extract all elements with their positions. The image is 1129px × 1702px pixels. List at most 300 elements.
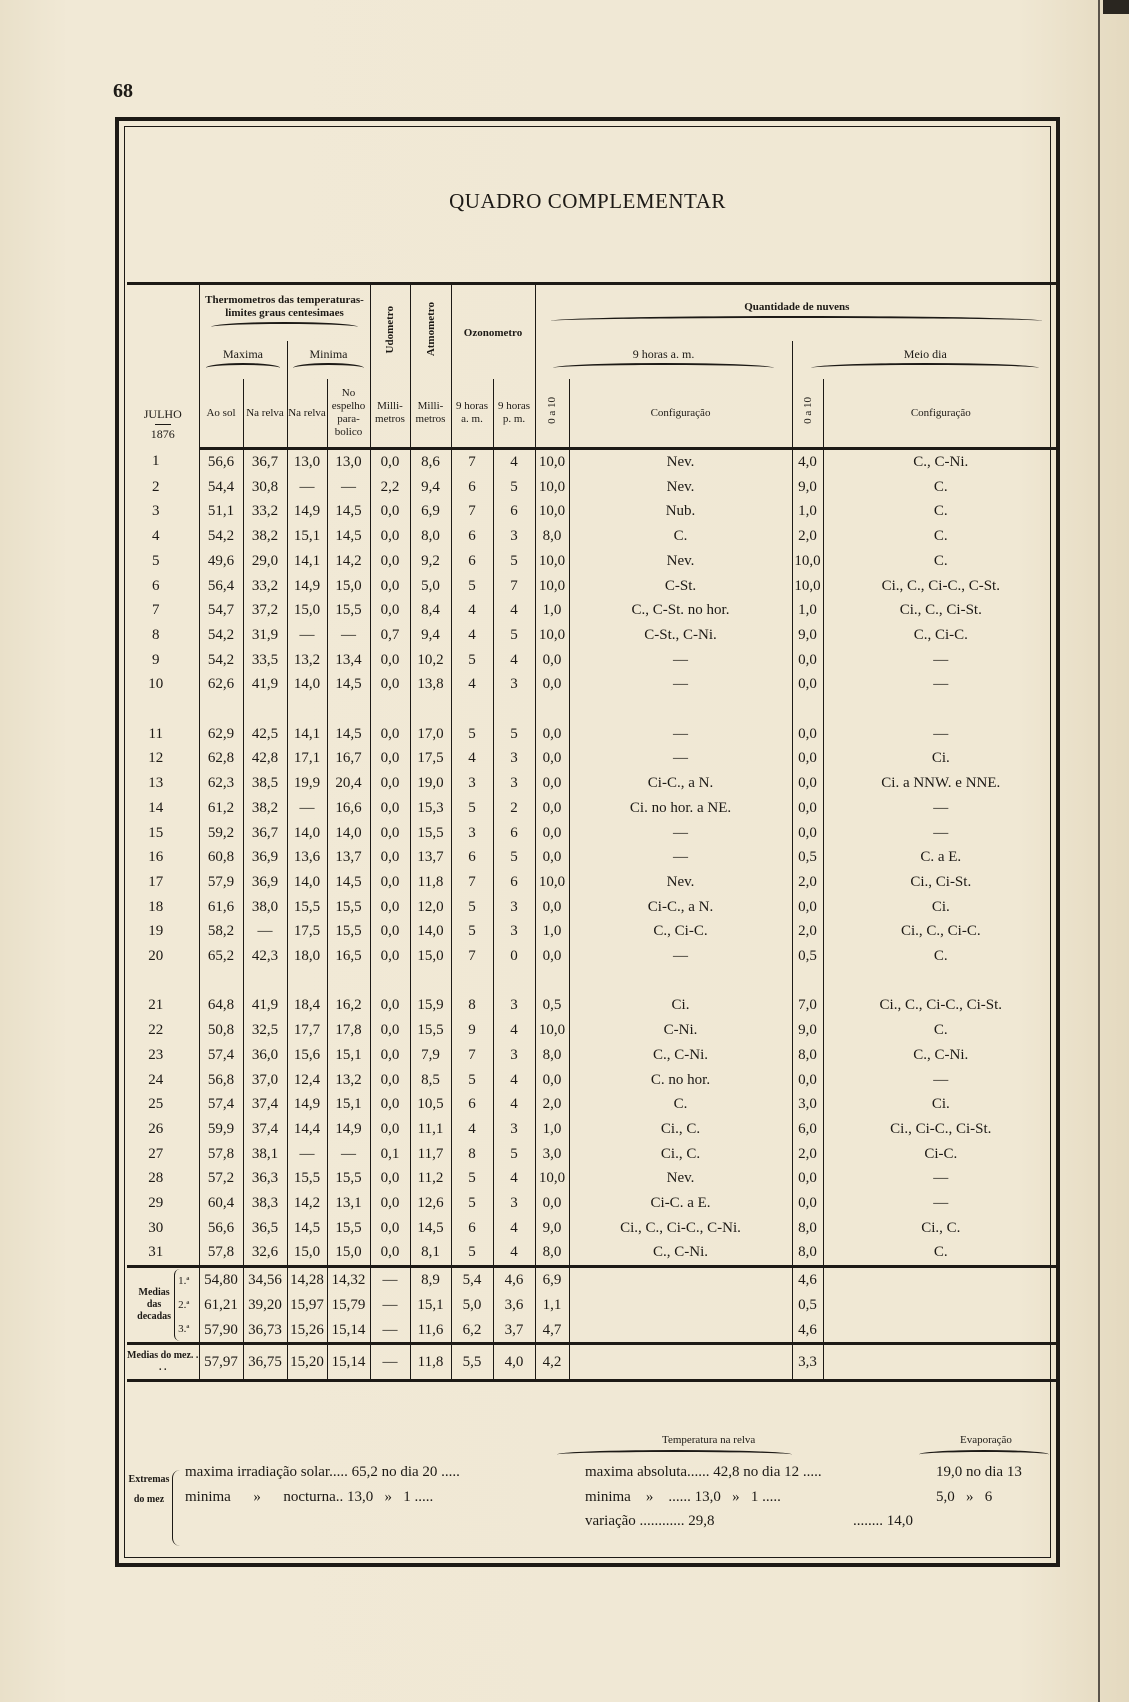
value-cell: 0,0	[370, 1018, 410, 1043]
table-row	[127, 919, 1058, 944]
value-cell: 57,8	[199, 1142, 243, 1167]
value-cell: 15,0	[327, 1240, 370, 1266]
gap-cell	[243, 969, 287, 994]
value-cell: 8	[451, 993, 493, 1018]
gap-cell	[493, 697, 535, 722]
value-cell: 62,9	[199, 722, 243, 747]
value-cell: Ci.	[931, 898, 950, 915]
value-cell: 57,2	[199, 1166, 243, 1191]
value-cell: 64,8	[199, 993, 243, 1018]
table-row	[127, 993, 1058, 1018]
value-cell: 10,0	[535, 1018, 569, 1043]
value-cell: 13,0	[287, 449, 327, 475]
day-cell: 28	[127, 1166, 199, 1191]
value-cell: 10,0	[535, 449, 569, 475]
value-cell: 0,0	[370, 524, 410, 549]
value-cell: 0,0	[370, 796, 410, 821]
value-cell: 13,4	[327, 648, 370, 673]
day-cell: 26	[127, 1117, 199, 1142]
value-cell: 0,0	[370, 672, 410, 697]
nove-horas-header: 9 horas a. m.	[632, 346, 695, 361]
value-cell: 20,4	[327, 771, 370, 796]
value-cell: 10,0	[535, 623, 569, 648]
decade-mean-cell: 54,80	[199, 1267, 243, 1293]
table-row	[127, 1043, 1058, 1068]
value-cell: 8,0	[535, 524, 569, 549]
value-cell: 14,1	[287, 722, 327, 747]
ext-line3-right: ........ 14,0	[853, 1513, 913, 1529]
value-cell: Nub.	[569, 499, 792, 524]
value-cell: 13,7	[327, 845, 370, 870]
value-cell: Ci. no hor. a NE.	[569, 796, 792, 821]
value-cell: C.	[933, 948, 948, 965]
value-cell: 57,4	[199, 1043, 243, 1068]
value-cell: 6,0	[792, 1117, 823, 1142]
nuvens-header: Quantidade de nuvens	[744, 300, 850, 313]
value-cell: 38,5	[243, 771, 287, 796]
value-cell: 59,9	[199, 1117, 243, 1142]
value-cell: 0,0	[370, 1166, 410, 1191]
value-cell: 15,5	[410, 821, 451, 846]
value-cell: 13,1	[327, 1191, 370, 1216]
value-cell: 4	[451, 672, 493, 697]
value-cell: 0,0	[792, 648, 823, 673]
value-cell: 15,9	[410, 993, 451, 1018]
decade-mean-cell: 5,4	[451, 1267, 493, 1293]
value-cell: 12,0	[410, 895, 451, 920]
value-cell: 4	[493, 598, 535, 623]
value-cell: 61,6	[199, 895, 243, 920]
gap-cell	[569, 969, 792, 994]
value-cell: 3	[493, 524, 535, 549]
value-cell: 62,8	[199, 746, 243, 771]
value-cell: 0,5	[535, 993, 569, 1018]
table-row	[127, 524, 1058, 549]
value-cell: 15,0	[287, 1240, 327, 1266]
udometro-header: Udometro	[384, 305, 396, 354]
value-cell: 0,0	[370, 870, 410, 895]
value-cell: 0,5	[792, 845, 823, 870]
value-cell: 15,0	[327, 574, 370, 599]
value-cell: Ci., Ci-St.	[910, 873, 972, 890]
value-cell: 3	[493, 672, 535, 697]
value-cell: 14,2	[327, 549, 370, 574]
month-mean-cell: 5,5	[451, 1344, 493, 1381]
espelho-header: No espelho para-bolico	[327, 379, 370, 449]
value-cell: —	[569, 648, 792, 673]
table-row	[127, 574, 1058, 599]
day-cell: 1	[127, 449, 199, 475]
value-cell: 3	[493, 919, 535, 944]
month-mean-cell	[823, 1344, 1058, 1381]
value-cell: 0,0	[370, 746, 410, 771]
value-cell: 13,7	[410, 845, 451, 870]
decade-mean-cell: 15,79	[327, 1293, 370, 1318]
value-cell: C., C-Ni.	[569, 1043, 792, 1068]
value-cell: C.	[569, 1092, 792, 1117]
value-cell: 0,0	[792, 1191, 823, 1216]
gap-cell	[199, 969, 243, 994]
value-cell: 16,7	[327, 746, 370, 771]
value-cell: 15,6	[287, 1043, 327, 1068]
value-cell: 36,7	[243, 821, 287, 846]
table-row	[127, 1142, 1058, 1167]
table-row	[127, 672, 1058, 697]
day-cell: 21	[127, 993, 199, 1018]
value-cell: 0,0	[370, 499, 410, 524]
value-cell: 4	[493, 1092, 535, 1117]
value-cell: 0,0	[535, 895, 569, 920]
value-cell: 14,0	[327, 821, 370, 846]
gap-cell	[327, 969, 370, 994]
gap-cell	[370, 697, 410, 722]
value-cell: 9,4	[410, 475, 451, 500]
value-cell: 0,0	[370, 549, 410, 574]
day-cell: 20	[127, 944, 199, 969]
value-cell: 9,0	[792, 1018, 823, 1043]
value-cell: 13,2	[287, 648, 327, 673]
value-cell: 7	[451, 499, 493, 524]
value-cell: 5	[451, 648, 493, 673]
value-cell: 4	[493, 1018, 535, 1043]
value-cell: 1,0	[535, 598, 569, 623]
decade-mean-cell: 5,0	[451, 1293, 493, 1318]
day-cell: 7	[127, 598, 199, 623]
value-cell: 14,9	[287, 574, 327, 599]
na-relva-min-header: Na relva	[287, 379, 327, 449]
value-cell: 0,0	[792, 672, 823, 697]
value-cell: 0,0	[535, 746, 569, 771]
day-cell: 29	[127, 1191, 199, 1216]
decade-gap	[127, 969, 1058, 994]
value-cell: 36,0	[243, 1043, 287, 1068]
value-cell: 9,0	[792, 623, 823, 648]
value-cell: 11,8	[410, 870, 451, 895]
value-cell: 8	[451, 1142, 493, 1167]
value-cell: 15,1	[327, 1043, 370, 1068]
value-cell: 17,5	[287, 919, 327, 944]
value-cell: 38,2	[243, 524, 287, 549]
month-mean-label-text: Medias do mez. . . .	[127, 1350, 199, 1374]
value-cell: 0,0	[370, 648, 410, 673]
value-cell: Nev.	[569, 549, 792, 574]
decade-mean-cell: —	[370, 1267, 410, 1293]
day-cell: 11	[127, 722, 199, 747]
meio-dia-brace	[811, 363, 1039, 373]
value-cell: C.	[933, 478, 948, 495]
table-row	[127, 722, 1058, 747]
value-cell: 6	[451, 475, 493, 500]
month-mean-cell: 57,97	[199, 1344, 243, 1381]
value-cell: —	[569, 722, 792, 747]
gap-cell	[823, 697, 1058, 722]
gap-cell	[410, 697, 451, 722]
day-cell: 30	[127, 1216, 199, 1241]
value-cell: 54,2	[199, 524, 243, 549]
value-cell: 4,0	[792, 449, 823, 475]
value-cell: C.	[933, 1022, 948, 1039]
day-cell: 3	[127, 499, 199, 524]
value-cell: 60,8	[199, 845, 243, 870]
ext-line2-left: minima » nocturna.. 13,0 » 1 .....	[185, 1489, 434, 1505]
value-cell: Ci., C.	[569, 1117, 792, 1142]
day-cell: 16	[127, 845, 199, 870]
value-cell: 33,5	[243, 648, 287, 673]
scale-9am-header: 0 a 10	[546, 397, 559, 424]
table-row	[127, 623, 1058, 648]
decade-mean-cell: 39,20	[243, 1293, 287, 1318]
value-cell: 10,0	[535, 574, 569, 599]
nove-horas-brace	[553, 363, 773, 373]
value-cell: —	[287, 623, 327, 648]
value-cell: 7,0	[792, 993, 823, 1018]
value-cell: 58,2	[199, 919, 243, 944]
ext-line2-mid: minima » ...... 13,0 » 1 .....	[585, 1489, 781, 1505]
value-cell: 8,0	[535, 1043, 569, 1068]
value-cell: 4	[493, 1216, 535, 1241]
value-cell: 7,9	[410, 1043, 451, 1068]
minima-brace	[293, 363, 364, 373]
value-cell: —	[933, 1170, 949, 1187]
value-cell: 4	[493, 1240, 535, 1266]
table-row	[127, 1117, 1058, 1142]
value-cell: 12,6	[410, 1191, 451, 1216]
value-cell: 14,0	[287, 870, 327, 895]
value-cell: 8,0	[792, 1043, 823, 1068]
decade-mean-cell	[823, 1318, 1058, 1344]
value-cell: 0,7	[370, 623, 410, 648]
value-cell: 8,6	[410, 449, 451, 475]
value-cell: 13,8	[410, 672, 451, 697]
gap-cell	[493, 969, 535, 994]
table-row	[127, 598, 1058, 623]
header-row-2	[127, 341, 1058, 379]
value-cell: —	[933, 725, 949, 742]
gap-cell	[535, 697, 569, 722]
value-cell: 5	[451, 1166, 493, 1191]
table-row	[127, 796, 1058, 821]
value-cell: 5	[493, 722, 535, 747]
value-cell: 14,1	[287, 549, 327, 574]
table-row	[127, 549, 1058, 574]
value-cell: 14,9	[327, 1117, 370, 1142]
value-cell: 8,0	[410, 524, 451, 549]
value-cell: 2,0	[792, 870, 823, 895]
value-cell: 5,0	[410, 574, 451, 599]
day-cell: 18	[127, 895, 199, 920]
value-cell: 6	[493, 870, 535, 895]
table-row	[127, 1216, 1058, 1241]
value-cell: 15,5	[287, 1166, 327, 1191]
value-cell: 0,0	[535, 771, 569, 796]
decade-mean-cell: 15,97	[287, 1293, 327, 1318]
table-row	[127, 821, 1058, 846]
value-cell: 5	[451, 796, 493, 821]
value-cell: C., C-Ni.	[913, 454, 969, 470]
value-cell: —	[933, 824, 949, 841]
table-row	[127, 944, 1058, 969]
value-cell: 36,9	[243, 870, 287, 895]
value-cell: 4	[493, 648, 535, 673]
month-mean-cell: —	[370, 1344, 410, 1381]
value-cell: 0,0	[370, 771, 410, 796]
table-row	[127, 746, 1058, 771]
value-cell: Ci., C., Ci-St.	[899, 602, 982, 619]
table-row	[127, 499, 1058, 524]
value-cell: 17,7	[287, 1018, 327, 1043]
value-cell: 0,0	[792, 771, 823, 796]
value-cell: 11,2	[410, 1166, 451, 1191]
value-cell: 0,0	[370, 598, 410, 623]
data-table	[127, 282, 1058, 1382]
decade-mean-cell	[823, 1293, 1058, 1318]
day-cell: 13	[127, 771, 199, 796]
value-cell: Ci., C.	[921, 1219, 961, 1236]
value-cell: 7	[451, 944, 493, 969]
value-cell: 14,9	[287, 499, 327, 524]
value-cell: 33,2	[243, 499, 287, 524]
value-cell: C.	[933, 1244, 948, 1261]
page-title: QUADRO COMPLEMENTAR	[449, 189, 726, 213]
value-cell: Nev.	[569, 449, 792, 475]
value-cell: 8,0	[792, 1216, 823, 1241]
value-cell: —	[569, 821, 792, 846]
gap-cell	[451, 969, 493, 994]
value-cell: 7	[451, 870, 493, 895]
value-cell: 42,5	[243, 722, 287, 747]
config-noon-header: Configuração	[823, 379, 1058, 449]
gap-cell	[327, 697, 370, 722]
value-cell: 60,4	[199, 1191, 243, 1216]
value-cell: 5	[451, 574, 493, 599]
value-cell: 59,2	[199, 821, 243, 846]
value-cell: 49,6	[199, 549, 243, 574]
page-edge	[1098, 0, 1100, 1702]
month-mean-cell: 3,3	[792, 1344, 823, 1381]
value-cell: 50,8	[199, 1018, 243, 1043]
table-row	[127, 1240, 1058, 1266]
gap-cell	[569, 697, 792, 722]
value-cell: 0,0	[370, 722, 410, 747]
day-cell: 22	[127, 1018, 199, 1043]
extremas-label: Extremas do mez	[128, 1474, 170, 1505]
gap-cell	[410, 969, 451, 994]
value-cell: 0,0	[535, 821, 569, 846]
value-cell: 56,4	[199, 574, 243, 599]
gap-cell	[792, 697, 823, 722]
value-cell: 5	[451, 1240, 493, 1266]
value-cell: 32,5	[243, 1018, 287, 1043]
value-cell: 0,0	[370, 895, 410, 920]
value-cell: 30,8	[243, 475, 287, 500]
value-cell: 16,5	[327, 944, 370, 969]
value-cell: 14,4	[287, 1117, 327, 1142]
day-cell: 14	[127, 796, 199, 821]
value-cell: 14,5	[327, 524, 370, 549]
value-cell: —	[569, 746, 792, 771]
value-cell: 5	[451, 919, 493, 944]
table-row	[127, 771, 1058, 796]
value-cell: Ci. a NNW. e NNE.	[881, 775, 1001, 792]
value-cell: Ci-C.	[924, 1145, 958, 1162]
value-cell: 36,9	[243, 845, 287, 870]
value-cell: 1,0	[792, 598, 823, 623]
value-cell: 62,6	[199, 672, 243, 697]
value-cell: 15,0	[287, 598, 327, 623]
table-row	[127, 1191, 1058, 1216]
value-cell: 13,2	[327, 1068, 370, 1093]
table-body	[127, 449, 1058, 1381]
value-cell: 57,4	[199, 1092, 243, 1117]
decade-mean-cell: 1,1	[535, 1293, 569, 1318]
decade-ordinal: 1.ª	[178, 1275, 190, 1288]
value-cell: Ci., C., Ci-C., Ci-St.	[879, 997, 1003, 1014]
ao-sol-header: Ao sol	[199, 379, 243, 449]
value-cell: 6	[451, 549, 493, 574]
month-mean-cell: 4,2	[535, 1344, 569, 1381]
value-cell: 4	[451, 746, 493, 771]
decade-mean-cell: 6,9	[535, 1267, 569, 1293]
month-mean-cell: 4,0	[493, 1344, 535, 1381]
maxima-brace	[206, 363, 281, 373]
table-row	[127, 648, 1058, 673]
value-cell: —	[287, 475, 327, 500]
value-cell: 6	[451, 1216, 493, 1241]
month-year-divider	[155, 424, 171, 425]
value-cell: Nev.	[569, 1166, 792, 1191]
month-mean-cell: 36,75	[243, 1344, 287, 1381]
month-mean-cell: 11,8	[410, 1344, 451, 1381]
value-cell: 56,6	[199, 449, 243, 475]
value-cell: 54,4	[199, 475, 243, 500]
decade-mean-cell: 6,2	[451, 1318, 493, 1344]
decade-mean-label-text: Medias das decadas	[137, 1287, 172, 1323]
value-cell: 12,4	[287, 1068, 327, 1093]
value-cell: 19,9	[287, 771, 327, 796]
value-cell: —	[287, 1142, 327, 1167]
value-cell: —	[569, 845, 792, 870]
value-cell: 7	[451, 1043, 493, 1068]
value-cell: 9,0	[535, 1216, 569, 1241]
value-cell: 14,5	[287, 1216, 327, 1241]
value-cell: C. a E.	[920, 849, 962, 866]
value-cell: Ci., C., Ci-C., C-Ni.	[569, 1216, 792, 1241]
value-cell: 0,0	[792, 722, 823, 747]
value-cell: 6	[451, 1092, 493, 1117]
value-cell: 13,6	[287, 845, 327, 870]
value-cell: C.	[933, 552, 948, 569]
day-cell: 15	[127, 821, 199, 846]
table-row	[127, 449, 1058, 475]
decade-mean-cell	[569, 1318, 792, 1344]
gap-cell	[823, 969, 1058, 994]
decade-mean-row	[127, 1318, 1058, 1344]
day-cell: 19	[127, 919, 199, 944]
value-cell: —	[327, 1142, 370, 1167]
value-cell: 0,0	[370, 1092, 410, 1117]
udometro-unit: Milli-metros	[370, 379, 410, 449]
value-cell: 16,6	[327, 796, 370, 821]
value-cell: Ci., C., Ci-C., C-St.	[881, 577, 1000, 594]
value-cell: 14,0	[287, 821, 327, 846]
decade-mean-row	[127, 1293, 1058, 1318]
ozonometro-header: Ozonometro	[463, 327, 523, 339]
decade-mean-cell: 4,6	[792, 1318, 823, 1344]
value-cell: 15,5	[287, 895, 327, 920]
value-cell: 0,0	[792, 1068, 823, 1093]
value-cell: 6	[493, 821, 535, 846]
value-cell: Ci., Ci-C., Ci-St.	[890, 1120, 992, 1137]
